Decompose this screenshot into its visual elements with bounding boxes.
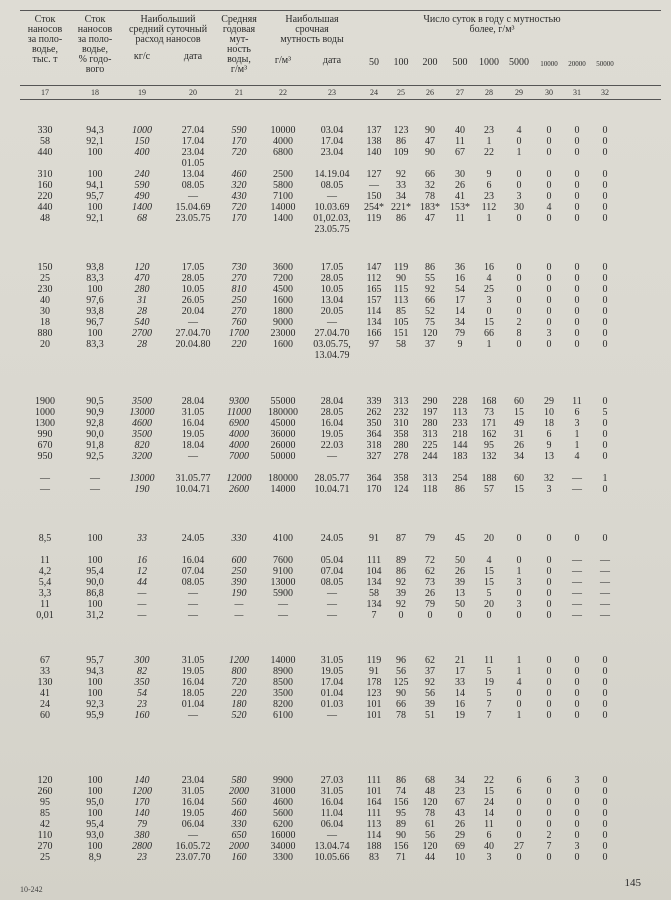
table-cell-group6-c21: 580 2000 560 460 330 650 2000 160 [229,775,249,863]
table-cell-group2-c17: 150 25 230 40 30 18 880 20 [37,262,53,350]
table-cell-group5-c21: 1200 800 720 220 180 520 [229,655,249,721]
colnum-17: 17 [41,88,49,97]
table-cell-group5-c23: 31.05 19.05 17.04 01.04 01.03 — [320,655,344,721]
table-cell-group3-c24: 339 262 350 364 318 327 364 170 [366,396,382,495]
table-cell-group3-c26: 290 197 280 313 225 244 313 118 [422,396,438,495]
table-cell-group4-c19: 33 16 12 44 — — — [137,533,147,621]
table-cell-group6-c26: 68 48 120 78 61 56 120 44 [422,775,438,863]
table-cell-group6-c18: 100 100 95,0 100 95,4 93,0 100 8,9 [86,775,104,863]
table-cell-group5-c17: 67 33 130 41 24 60 [37,655,53,721]
header-sediment-flow-kt: Сток наносов за поло- водье, тыс. т [27,14,63,65]
table-cell-group6-c30: 6 0 0 0 0 2 7 0 [546,775,552,863]
table-cell-group1-c24: 137 138 140 127 — 150 254* 119 [364,125,384,224]
colnum-19: 19 [138,88,146,97]
table-cell-group3-c32: 0 5 0 0 0 0 1 0 [602,396,608,495]
table-cell-group2-c32: 0 0 0 0 0 0 0 0 [602,262,608,350]
table-cell-group1-c21: 590 170 720 460 320 430 720 170 [231,125,247,224]
table-cell-group2-c26: 86 55 92 66 52 75 120 37 [422,262,438,350]
table-cell-group2-c21: 730 270 810 250 270 760 1700 220 [229,262,249,350]
colnum-23: 23 [328,88,336,97]
table-cell-group4-c17: 8,5 11 4,2 5,4 3,3 11 0,01 [36,533,54,621]
table-cell-group4-c25: 87 89 86 92 39 92 0 [396,533,406,621]
table-cell-group5-c18: 95,7 94,3 100 100 92,3 95,9 [86,655,104,721]
colnum-32: 32 [601,88,609,97]
table-cell-group4-c29: 0 0 1 3 0 3 0 [516,533,522,621]
table-cell-group3-c17: 1900 1000 1300 990 670 950 — — [35,396,55,495]
table-cell-group6-c22: 9900 31000 4600 5600 6200 16000 34000 3300 [270,775,296,863]
table-cell-group6-c23: 27.03 31.05 16.04 11.04 06.04 — 13.04.74 10.05.66 [314,775,350,863]
table-cell-group1-c23: 03.04 17.04 23.04 14.19.04 08.05 — 10.03.69 01,02.03, 23.05.75 [313,125,351,235]
table-cell-group3-c28: 168 73 171 162 95 132 188 57 [481,396,497,495]
colnum-30: 30 [545,88,553,97]
table-cell-group2-c28: 16 4 25 3 0 15 66 1 [484,262,494,350]
table-cell-group3-c23: 28.04 28.05 16.04 19.05 22.03 — 28.05.77 10.04.71 [314,396,350,495]
header-date-1: дата [183,51,203,62]
table-cell-group2-c19: 120 470 280 31 28 540 2700 28 [132,262,152,350]
table-cell-group4-c30: 0 0 0 0 0 0 0 [546,533,552,621]
table-cell-group4-c23: 24.05 05.04 07.04 08.05 — — — [320,533,344,621]
table-cell-group1-c31: 0 0 0 0 0 0 0 0 [574,125,580,224]
table-cell-group3-c27: 228 113 233 218 144 183 254 86 [452,396,468,495]
header-bottom-rule [20,85,661,86]
table-cell-group3-c19: 3500 13000 4600 3500 820 3200 13000 190 [129,396,155,495]
threshold-50000: 50000 [596,60,614,68]
header-sediment-flow-pct: Сток наносов за поло- водье, % годо- вого [77,14,113,75]
table-cell-group1-c17: 330 58 440 310 160 220 440 48 [37,125,53,224]
header-date-2: дата [322,55,342,66]
table-cell-group1-c30: 0 0 0 0 0 0 4 0 [546,125,552,224]
table-cell-group4-c24: 91 111 104 134 58 134 7 [366,533,382,621]
table-cell-group5-c30: 0 0 0 0 0 0 [546,655,552,721]
table-cell-group1-c26: 90 47 90 66 32 78 183* 47 [420,125,440,224]
table-cell-group1-c32: 0 0 0 0 0 0 0 0 [602,125,608,224]
table-cell-group5-c32: 0 0 0 0 0 0 [602,655,608,721]
table-cell-group6-c29: 6 6 0 0 0 0 27 0 [514,775,524,863]
table-cell-group2-c27: 36 16 54 17 14 34 79 9 [455,262,465,350]
table-cell-group6-c31: 3 0 0 0 0 0 3 0 [574,775,580,863]
table-cell-group5-c26: 62 37 92 56 39 51 [425,655,435,721]
table-cell-group2-c31: 0 0 0 0 0 0 0 0 [574,262,580,350]
table-cell-group3-c31: 11 6 3 1 1 4 — — [572,396,582,495]
header-max-daily-discharge: Наибольший средний суточный расход наносов [128,14,208,45]
table-cell-group4-c27: 45 50 26 39 13 50 0 [455,533,465,621]
table-cell-group4-c18: 100 100 95,4 90,0 86,8 100 31,2 [86,533,104,621]
colnum-27: 27 [456,88,464,97]
table-cell-group4-c21: 330 600 250 390 190 — — [231,533,247,621]
table-cell-group5-c28: 11 5 19 5 7 7 [484,655,494,721]
table-cell-group2-c30: 0 0 0 0 0 0 3 0 [546,262,552,350]
table-cell-group4-c31: 0 — — — — — — [572,533,582,621]
colnum-18: 18 [91,88,99,97]
table-cell-group2-c25: 119 90 115 113 85 105 151 58 [393,262,409,350]
table-cell-group5-c29: 1 1 4 0 0 1 [516,655,522,721]
table-cell-group2-c23: 17.05 28.05 10.05 13.04 20.05 — 27.04.70 03.05.75, 13.04.79 [313,262,351,361]
table-cell-group6-c17: 120 260 95 85 42 110 270 25 [37,775,53,863]
table-cell-group6-c25: 86 74 156 95 89 90 156 71 [393,775,409,863]
colnum-21: 21 [235,88,243,97]
table-cell-group6-c27: 34 23 67 43 26 29 69 10 [455,775,465,863]
table-cell-group3-c25: 313 232 310 358 280 278 358 124 [393,396,409,495]
table-cell-group1-c20: 27.04 17.04 23.04 01.05 13.04 08.05 — 15.04.69 23.05.75 [175,125,211,224]
table-cell-group2-c22: 3600 7200 4500 1600 1800 9000 23000 1600 [270,262,296,350]
colnum-22: 22 [279,88,287,97]
table-cell-group5-c25: 96 56 125 90 66 78 [393,655,409,721]
colnum-31: 31 [573,88,581,97]
print-code: 10-242 [20,885,43,894]
table-cell-group6-c32: 0 0 0 0 0 0 0 0 [602,775,608,863]
header-max-turbidity: Наибольшая срочная мутность воды [280,14,344,45]
table-cell-group1-c19: 1000 150 400 240 590 490 1400 68 [132,125,152,224]
table-cell-group4-c26: 79 72 62 73 26 79 0 [425,533,435,621]
table-top-rule [20,10,661,11]
colnum-24: 24 [370,88,378,97]
table-cell-group3-c22: 55000 180000 45000 36000 26000 50000 180000 14000 [268,396,298,495]
table-cell-group5-c31: 0 0 0 0 0 0 [574,655,580,721]
header-mean-turbidity: Средняя годовая мут- ность воды, г/м³ [221,14,257,75]
table-cell-group2-c20: 17.05 28.05 10.05 26.05 20.04 — 27.04.70 20.04.80 [175,262,211,350]
table-cell-group2-c24: 147 112 165 157 114 134 166 97 [366,262,382,350]
colnum-20: 20 [189,88,197,97]
header-kgs: кг/с [133,51,151,62]
threshold-20000: 20000 [568,60,586,68]
table-cell-group4-c22: 4100 7600 9100 13000 5900 — — [270,533,296,621]
table-cell-group1-c29: 4 0 1 0 0 3 30 0 [514,125,524,224]
threshold-10000: 10000 [540,60,558,68]
colnum-29: 29 [515,88,523,97]
colnum-26: 26 [426,88,434,97]
table-cell-group1-c27: 40 11 67 30 26 41 153* 11 [450,125,470,224]
table-cell-group3-c20: 28.04 31.05 16.04 19.05 18.04 — 31.05.77 10.04.71 [175,396,211,495]
table-cell-group2-c29: 0 0 0 0 0 2 8 0 [516,262,522,350]
table-cell-group3-c18: 90,5 90,9 92,8 90,0 91,8 92,5 — — [86,396,104,495]
table-cell-group2-c18: 93,8 83,3 100 97,6 93,8 96,7 100 83,3 [86,262,104,350]
threshold-200: 200 [422,57,438,68]
table-cell-group5-c20: 31.05 19.05 16.04 18.05 01.04 — [181,655,205,721]
table-cell-group1-c22: 10000 4000 6800 2500 5800 7100 14000 1400 [270,125,296,224]
table-cell-group1-c18: 94,3 92,1 100 100 94,1 95,7 100 92,1 [86,125,104,224]
table-cell-group3-c21: 9300 11000 6900 4000 4000 7000 12000 2600 [226,396,252,495]
header-days-above: Число суток в году с мутностью более, г/м³ [423,14,561,35]
table-cell-group5-c24: 119 91 178 123 101 101 [366,655,382,721]
colnum-28: 28 [485,88,493,97]
table-cell-group3-c29: 60 15 49 31 26 34 60 15 [514,396,524,495]
header-gm3: г/м³ [274,55,292,66]
column-number-rule [20,99,661,100]
table-cell-group5-c22: 14000 8900 8500 3500 8200 6100 [270,655,296,721]
table-cell-group6-c28: 22 15 24 14 11 6 40 3 [484,775,494,863]
threshold-1000: 1000 [479,57,499,68]
table-cell-group3-c30: 29 10 18 6 9 13 32 3 [544,396,554,495]
table-cell-group5-c27: 21 17 33 14 16 19 [455,655,465,721]
table-cell-group1-c28: 23 1 22 9 6 23 112 1 [481,125,497,224]
table-cell-group6-c24: 111 101 164 111 113 114 188 83 [366,775,382,863]
threshold-500: 500 [452,57,468,68]
table-cell-group6-c19: 140 1200 170 140 79 380 2800 23 [132,775,152,863]
threshold-5000: 5000 [509,57,529,68]
table-cell-group4-c28: 20 4 15 15 5 20 0 [484,533,494,621]
threshold-100: 100 [393,57,409,68]
table-cell-group4-c32: 0 — — — — — — [600,533,610,621]
colnum-25: 25 [397,88,405,97]
table-cell-group5-c19: 300 82 350 54 23 160 [134,655,150,721]
threshold-50: 50 [369,57,379,68]
page-number: 145 [624,877,641,889]
table-cell-group6-c20: 23.04 31.05 16.04 19.05 06.04 — 16.05.72 23.07.70 [175,775,211,863]
table-cell-group4-c20: 24.05 16.04 07.04 08.05 — — — [181,533,205,621]
table-cell-group1-c25: 123 86 109 92 33 34 221* 86 [391,125,411,224]
